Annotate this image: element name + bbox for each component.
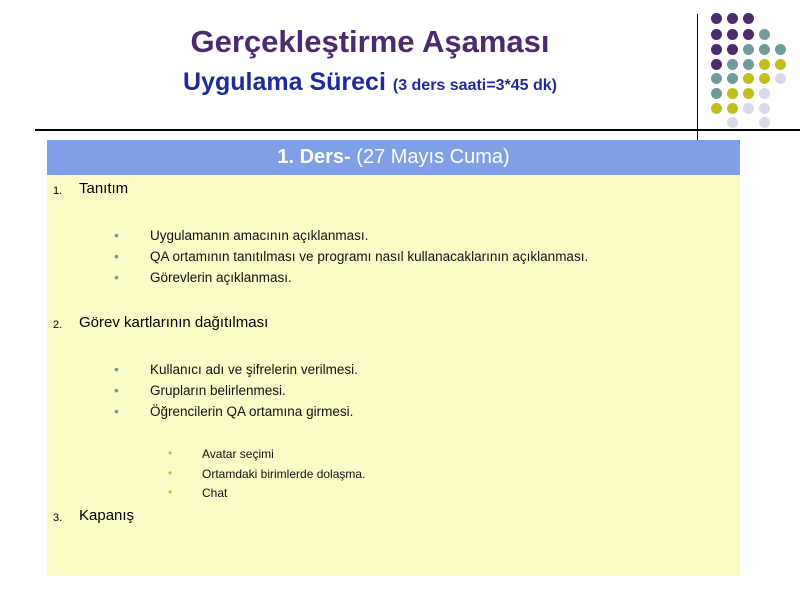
- decor-dot-icon: [759, 88, 770, 99]
- decor-dot-icon: [775, 44, 786, 55]
- decor-dot-icon: [743, 13, 754, 24]
- sub-list-item: QA ortamının tanıtılması ve programı nasıl kullanacaklarının açıklanması.: [150, 249, 589, 264]
- decor-dot-icon: [727, 117, 738, 128]
- bullet-icon: •: [168, 466, 173, 480]
- vertical-divider: [697, 14, 698, 140]
- decor-dot-icon: [759, 59, 770, 70]
- decor-dot-icon: [759, 44, 770, 55]
- decor-dot-icon: [711, 13, 722, 24]
- lesson-date: (27 Mayıs Cuma): [356, 146, 510, 168]
- decor-dot-icon: [775, 59, 786, 70]
- decor-dot-icon: [743, 44, 754, 55]
- slide-subtitle: [0, 68, 740, 97]
- lesson-header: [47, 140, 740, 175]
- decor-dot-icon: [759, 29, 770, 40]
- item-number: 3.: [53, 512, 63, 524]
- lesson-panel: [47, 140, 740, 576]
- decor-dot-icon: [743, 103, 754, 114]
- list-item-intro: Tanıtım: [79, 180, 129, 197]
- sub-list-item: Öğrencilerin QA ortamına girmesi.: [150, 404, 354, 419]
- decor-dot-icon: [711, 103, 722, 114]
- bullet-icon: •: [114, 248, 119, 264]
- decor-dot-icon: [743, 59, 754, 70]
- slide-title: Gerçekleştirme Aşaması: [190, 24, 550, 59]
- decor-dot-icon: [759, 103, 770, 114]
- item-number: 1.: [53, 185, 63, 197]
- sub-sub-list-item: Avatar seçimi: [202, 447, 274, 461]
- item-number: 2.: [53, 319, 63, 331]
- decor-dot-icon: [727, 13, 738, 24]
- sub-list-item: Kullanıcı adı ve şifrelerin verilmesi.: [150, 362, 358, 377]
- bullet-icon: •: [114, 403, 119, 419]
- bullet-icon: •: [114, 269, 119, 285]
- sub-list-item: Görevlerin açıklanması.: [150, 270, 292, 285]
- sub-list-item: Grupların belirlenmesi.: [150, 383, 286, 398]
- sub-sub-list-item: Ortamdaki birimlerde dolaşma.: [202, 467, 366, 481]
- decor-dot-icon: [743, 73, 754, 84]
- list-item-cards: Görev kartlarının dağıtılması: [79, 314, 269, 331]
- lesson-number: 1. Ders-: [277, 146, 351, 168]
- horizontal-divider: [35, 129, 800, 131]
- bullet-icon: •: [114, 227, 119, 243]
- decor-dot-icon: [775, 73, 786, 84]
- decor-dot-icon: [743, 88, 754, 99]
- decor-dot-icon: [759, 117, 770, 128]
- bullet-icon: •: [168, 446, 173, 460]
- subtitle-note: (3 ders saati=3*45 dk): [392, 77, 557, 94]
- subtitle-text: Uygulama Süreci: [183, 68, 386, 96]
- bullet-icon: •: [114, 361, 119, 377]
- sub-sub-list-item: Chat: [202, 486, 228, 500]
- bullet-icon: •: [168, 485, 173, 499]
- decor-dot-icon: [727, 103, 738, 114]
- sub-list-item: Uygulamanın amacının açıklanması.: [150, 228, 369, 243]
- decor-dot-icon: [759, 73, 770, 84]
- decor-dot-icon: [743, 29, 754, 40]
- list-item-closing: Kapanış: [79, 507, 135, 524]
- bullet-icon: •: [114, 382, 119, 398]
